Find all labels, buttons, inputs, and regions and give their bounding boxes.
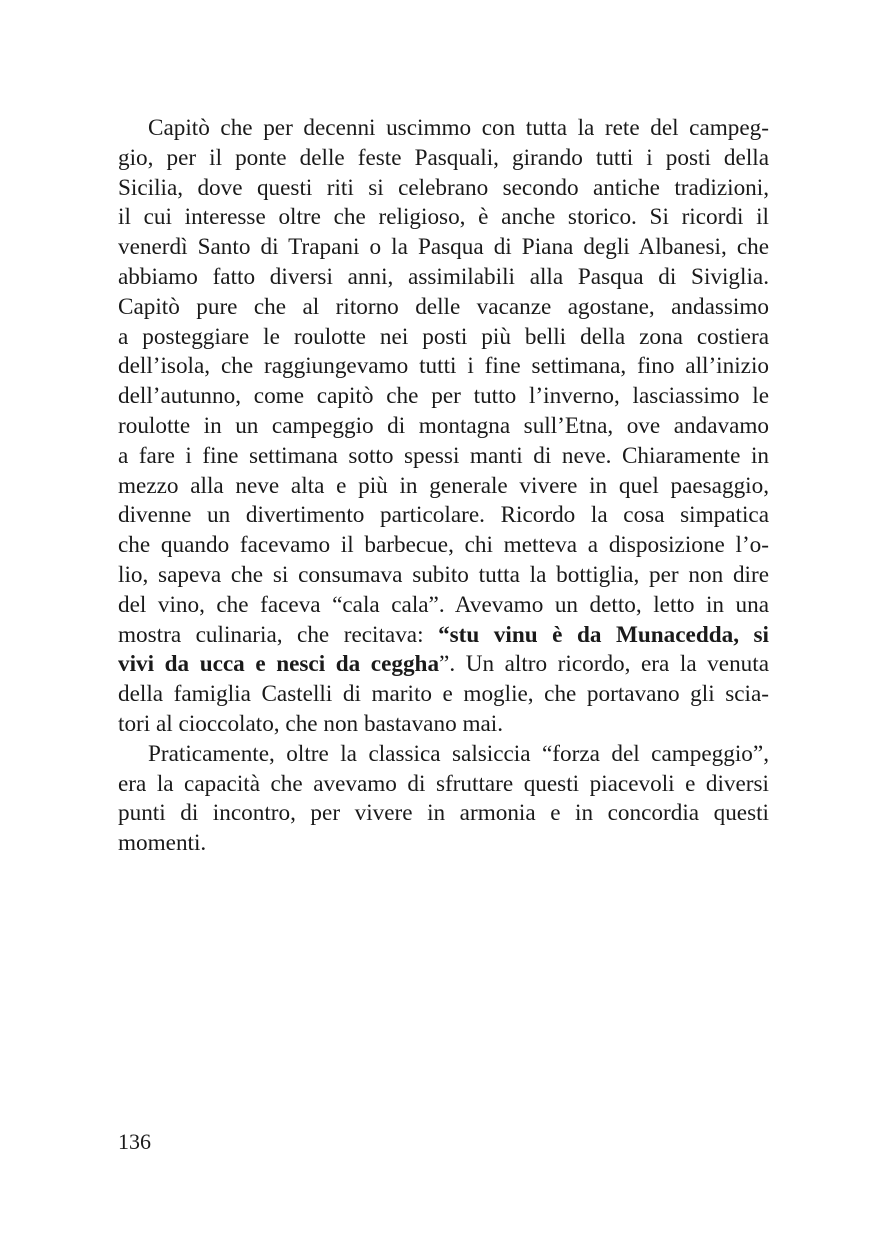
text-line: punti di incontro, per vivere in armonia e in concordia questi xyxy=(118,800,769,827)
text-line: abbiamo fatto diversi anni, assimilabili alla Pasqua di Siviglia. xyxy=(118,263,769,290)
text-line: Capitò pure che al ritorno delle vacanze agostane, andassimo xyxy=(118,293,769,320)
text-line: dell’isola, che raggiungevamo tutti i fine settimana, fino all’inizio xyxy=(118,353,769,380)
text-line xyxy=(118,650,769,680)
text-line: Sicilia, dove questi riti si celebrano secondo antiche tradizioni, xyxy=(118,174,769,201)
text-line: mezzo alla neve alta e più in generale vivere in quel paesaggio, xyxy=(118,472,769,499)
text-line: venerdì Santo di Trapani o la Pasqua di Piana degli Albanesi, che xyxy=(118,234,769,261)
paragraph-1 xyxy=(118,114,769,740)
text-line: Capitò che per decenni uscimmo con tutta la rete del campeg- xyxy=(148,115,769,141)
text-line: divenne un divertimento particolare. Ricordo la cosa simpatica xyxy=(118,502,769,529)
bold-quote: vivi da ucca e nesci da ceggha xyxy=(118,651,440,678)
text-line: era la capacità che avevamo di sfruttare questi piacevoli e diversi xyxy=(118,770,769,797)
text-line: gio, per il ponte delle feste Pasquali, girando tutti i posti della xyxy=(118,144,769,171)
text-line: che quando facevamo il barbecue, chi metteva a disposizione l’o- xyxy=(118,532,769,559)
text-line: a fare i fine settimana sotto spessi manti di neve. Chiaramente in xyxy=(118,442,769,469)
text-line: Praticamente, oltre la classica salsiccia “forza del campeggio”, xyxy=(148,740,769,767)
text-line: della famiglia Castelli di marito e moglie, che portavano gli scia- xyxy=(118,681,769,708)
text-line: il cui interesse oltre che religioso, è anche storico. Si ricordi il xyxy=(118,204,769,231)
text-run: ”. Un altro ricordo, era la venuta xyxy=(439,651,769,678)
paragraph-2 xyxy=(118,740,769,859)
text-run: mostra culinaria, che recitava: xyxy=(118,621,439,648)
text-line xyxy=(118,621,769,651)
text-line: del vino, che faceva “cala cala”. Avevamo un detto, letto in una xyxy=(118,591,769,618)
bold-quote: “stu vinu è da Munacedda, si xyxy=(438,621,769,648)
text-line: tori al cioccolato, che non bastavano mai. xyxy=(118,710,504,737)
text-line: lio, sapeva che si consumava subito tutta la bottiglia, per non dire xyxy=(118,561,769,588)
body-text xyxy=(118,114,769,859)
page-number: 136 xyxy=(118,1129,151,1154)
text-line: a posteggiare le roulotte nei posti più belli della zona costiera xyxy=(118,323,769,350)
text-line: momenti. xyxy=(118,830,207,857)
text-line: dell’autunno, come capitò che per tutto l’inverno, lasciassimo le xyxy=(118,383,769,410)
text-line: roulotte in un campeggio di montagna sull’Etna, ove andavamo xyxy=(118,412,769,439)
